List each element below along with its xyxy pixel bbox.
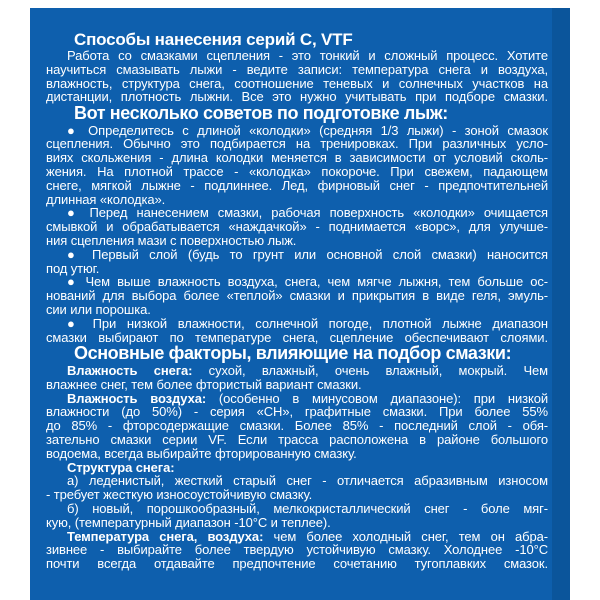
factor-line: до 85% - фторсодержащие смазки. Более 85% - последний слой - обя- xyxy=(46,418,548,434)
factor-line: почти всегда отдавайте предпочтение сочетанию тугоплавких смазок. xyxy=(46,556,548,572)
factor-lead-label: Влажность снега: xyxy=(67,362,193,378)
tip-line: ● При низкой влажности, солнечной погоде, плотной лыжне диапазон xyxy=(67,315,548,331)
factor-line xyxy=(46,461,548,475)
factor-line: б) новый, порошкообразный, мелкокристаллический снег - боле мяг- xyxy=(67,500,548,516)
factor-line xyxy=(46,392,548,406)
tip-line: ● Первый слой (будь то грунт или основной слой смазки) наносится xyxy=(67,246,548,262)
tip-line: длинная «колодка». xyxy=(46,191,166,207)
factor-lead-label: Структура снега: xyxy=(67,459,175,475)
tip-line: ● Перед нанесением смазки, рабочая поверхность «колодки» очищается xyxy=(67,205,548,221)
factor-lead-label: Температура снега, воздуха: xyxy=(67,528,264,544)
intro-line: дистанции, плотность лыжни. Все это нужно учитывать при подборе смазки. xyxy=(46,89,548,105)
factor-line xyxy=(46,364,548,378)
intro-line: Работа со смазками сцепления - это тонкий и сложный процесс. Хотите xyxy=(67,48,548,63)
factor-line: кую, (температурный диапазон -10°С и теплее). xyxy=(46,514,331,530)
factor-line: влажнее снег, тем более фтористый вариант смазки. xyxy=(46,376,362,392)
tip-line: под утюг. xyxy=(46,260,100,276)
tip-line: ● Чем выше влажность воздуха, снега, чем мягче лыжня, тем больше ос- xyxy=(67,274,548,290)
tip-line: ния сцепления мази с поверхностью лыж. xyxy=(46,233,297,249)
tip-line: ● Определитесь с длиной «колодки» (средняя 1/3 лыжи) - зоной смазок xyxy=(67,122,548,138)
tip-line: смазки выбирают по температуре снега, сцепление обеспечивают слоями. xyxy=(46,329,548,345)
tip-line: смывкой и обрабатывается «наждачкой» - поднимается «ворс», для улучше- xyxy=(46,219,548,235)
factor-line: зивнее - выбирайте более твердую устойчивую смазку. Холоднее -10°С xyxy=(46,542,548,558)
intro-line: научиться смазывать лыжи - ведите записи: температура снега и воздуха, xyxy=(46,61,548,77)
factor-line: водоема, всегда выбирайте фторированную смазку. xyxy=(46,445,357,461)
page-title: Способы нанесения серий С, VTF xyxy=(74,30,353,49)
document-text xyxy=(46,30,548,571)
factor-line-text: сухой, влажный, очень влажный, мокрый. Чем xyxy=(192,362,548,378)
intro-line: влажность, структура снега, соотношение теневых и солнечных участков на xyxy=(46,75,548,91)
tip-line: сии или порошка. xyxy=(46,302,151,318)
tip-line: снеге, мягкой лыжне - подлиннее. Лед, фирновый снег - предпочтительней xyxy=(46,177,548,193)
tips-section-heading: Вот несколько советов по подготовке лыж: xyxy=(74,103,448,124)
tip-line: виях скольжения - длина колодки меняется в зависимости от условий сколь- xyxy=(46,150,548,166)
tip-line: сцепления. Обычно это подбирается на тренировках. При различных усло- xyxy=(46,136,548,152)
factor-line xyxy=(46,530,548,544)
factor-line: зательно смазки серии VF. Если трасса расположена в районе большого xyxy=(46,431,548,447)
panel-right-edge-shade xyxy=(552,8,570,600)
content-panel xyxy=(30,8,570,600)
factor-line: а) леденистый, жесткий старый снег - отличается абразивным износом xyxy=(67,473,548,489)
factor-line: - требует жесткую износоустойчивую смазку. xyxy=(46,487,313,503)
factors-section-heading: Основные факторы, влияющие на подбор смазки: xyxy=(74,343,512,364)
factor-line-text: чем более холодный снег, тем он абра- xyxy=(263,528,548,544)
factor-line-text: (особенно в минусовом диапазоне): при низкой xyxy=(206,390,548,406)
tip-line: жения. На плотной трассе - «колодка» покороче. При свежем, падающем xyxy=(46,164,548,180)
factor-line: влажности (до 50%) - серия «CH», графитные смазки. При более 55% xyxy=(46,404,548,420)
tip-line: нований для выбора более «теплой» смазки и прикрытия в виде геля, эмуль- xyxy=(46,288,548,304)
factor-lead-label: Влажность воздуха: xyxy=(67,390,207,406)
